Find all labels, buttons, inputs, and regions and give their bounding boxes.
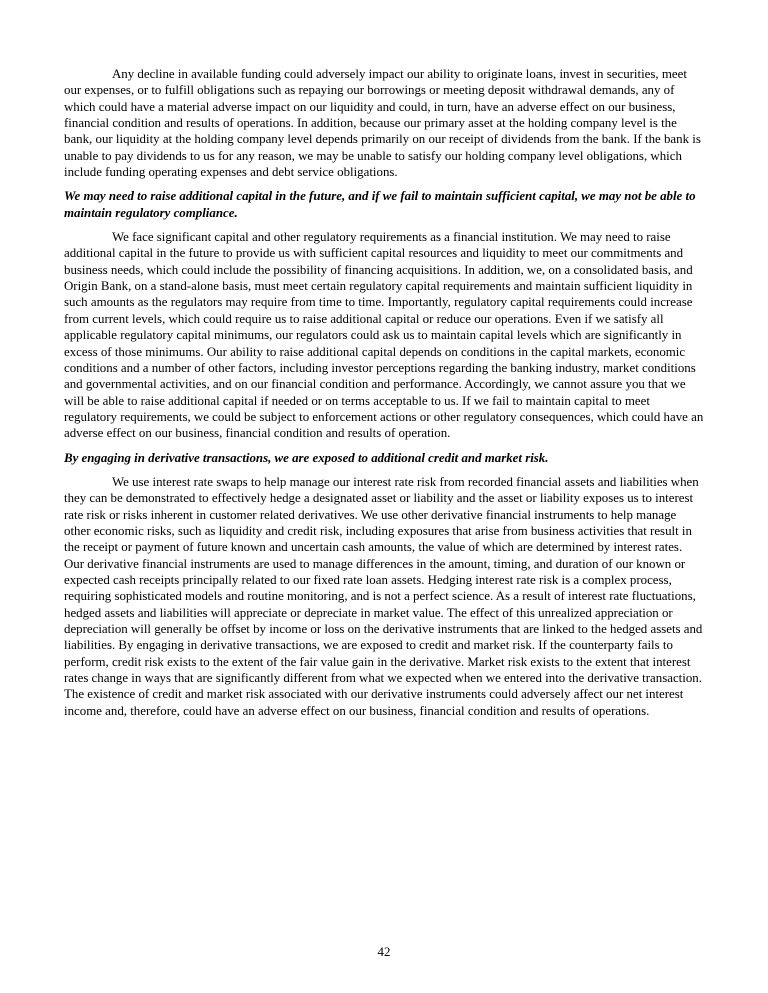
page-footer [0,944,768,960]
page-number: 42 [377,945,391,959]
paragraph-capital-requirements: We face significant capital and other regulatory requirements as a financial institution. We may need to raise additional capital in the future to provide us with sufficient capital resources and liquidity to meet our commitments and business needs, which could include the possibility of financing acquisitions. In addition, we, on a consolidated basis, and Origin Bank, on a stand-alone basis, must meet certain regulatory capital requirements and maintain sufficient liquidity in such amounts as the regulators may require from time to time. Importantly, regulatory capital requirements could increase from current levels, which could require us to raise additional capital or reduce our operations. Even if we satisfy all applicable regulatory capital minimums, our regulators could ask us to maintain capital levels which are significantly in excess of those minimums. Our ability to raise additional capital depends on conditions in the capital markets, economic conditions and a number of other factors, including investor perceptions regarding the banking industry, market conditions and governmental activities, and on our financial condition and performance. Accordingly, we cannot assure you that we will be able to raise additional capital if needed or on terms acceptable to us. If we fail to maintain capital to meet regulatory requirements, we could be subject to enforcement actions or other regulatory consequences, which could have an adverse effect on our business, financial condition and results of operation. [64,230,704,441]
risk-factor-heading-derivatives: By engaging in derivative transactions, we are exposed to additional credit and market risk. [64,450,549,465]
paragraph-derivative-transactions: We use interest rate swaps to help manage our interest rate risk from recorded financial assets and liabilities when they can be demonstrated to effectively hedge a designated asset or liability and the asset or liability exposes us to interest rate risk or risks inherent in customer related derivatives. We use other derivative financial instruments to help manage other economic risks, such as liquidity and credit risk, including exposures that arise from business activities that result in the receipt or payment of future known and uncertain cash amounts, the value of which are determined by interest rates. Our derivative financial instruments are used to manage differences in the amount, timing, and duration of our known or expected cash receipts principally related to our fixed rate loan assets. Hedging interest rate risk is a complex process, requiring sophisticated models and routine monitoring, and is not a perfect science. As a result of interest rate fluctuations, hedged assets and liabilities will appreciate or depreciate in market value. The effect of this unrealized appreciation or depreciation will generally be offset by income or loss on the derivative instruments that are linked to the hedged assets and liabilities. By engaging in derivative transactions, we are exposed to credit and market risk. If the counterparty fails to perform, credit risk exists to the extent of the fair value gain in the derivative. Market risk exists to the extent that interest rates change in ways that are significantly different from what we expected when we entered into the derivative transaction. The existence of credit and market risk associated with our derivative instruments could adversely affect our net interest income and, therefore, could have an adverse effect on our business, financial condition and results of operations. [64,474,703,718]
paragraph-funding-decline: Any decline in available funding could adversely impact our ability to originate loans, invest in securities, meet our expenses, or to fulfill obligations such as repaying our borrowings or meeting deposit withdrawal demands, any of which could have a material adverse impact on our liquidity and could, in turn, have an adverse effect on our business, financial condition and results of operations. In addition, because our primary asset at the holding company level is the bank, our liquidity at the holding company level depends primarily on our receipt of dividends from the bank. If the bank is unable to pay dividends to us for any reason, we may be unable to satisfy our holding company level obligations, which include funding operating expenses and debt service obligations. [64,67,701,180]
document-body [64,66,705,727]
risk-factor-heading-capital: We may need to raise additional capital in the future, and if we fail to maintain sufficient capital, we may not be able to maintain regulatory compliance. [64,189,696,220]
